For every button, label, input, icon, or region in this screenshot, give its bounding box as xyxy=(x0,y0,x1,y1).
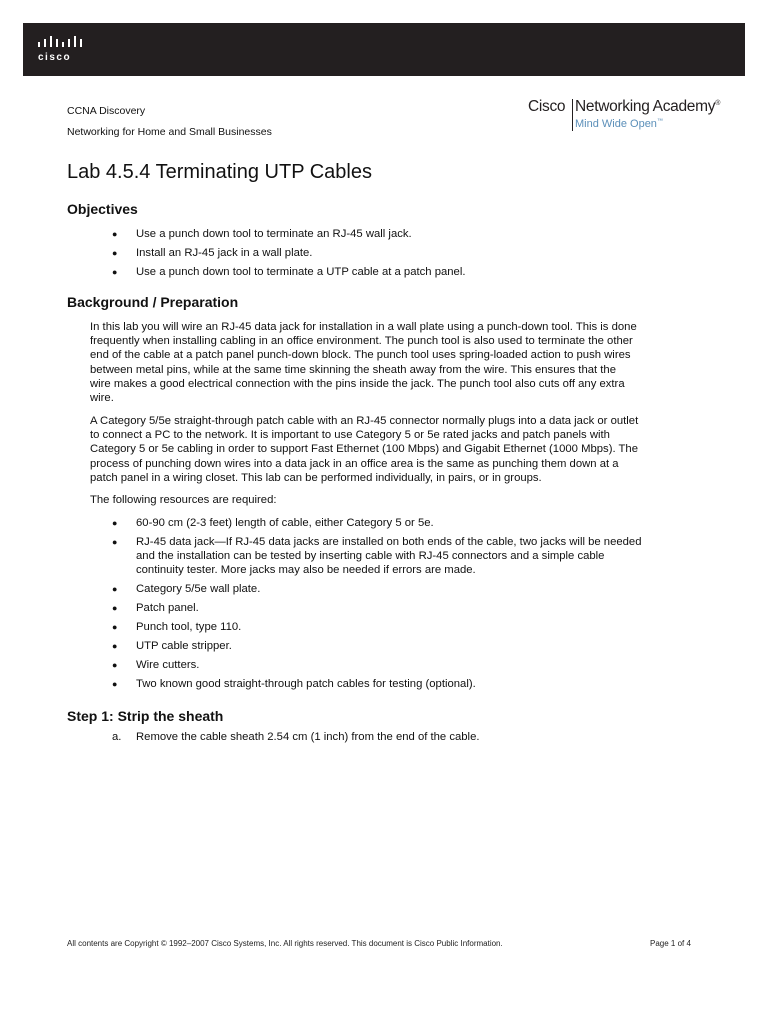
list-item: ● Punch tool, type 110. xyxy=(112,621,242,633)
step-marker: a. xyxy=(112,731,122,743)
list-item: ● Patch panel. xyxy=(112,602,199,614)
academy-name-text: Networking Academy® xyxy=(575,98,721,115)
list-item: ● Use a punch down tool to terminate an RJ-45 wall jack. xyxy=(112,228,412,240)
step1-item-a xyxy=(112,731,480,743)
list-item: ● RJ-45 data jack—If RJ-45 data jacks are installed on both ends of the cable, two jacks will be needed and the installation can be tested by inserting cable with RJ-45 connectors and a simple cable continuity tester. More jacks may also be needed if errors are made. xyxy=(112,536,642,576)
footer-page-number: Page 1 of 4 xyxy=(650,939,691,948)
course-name: CCNA Discovery xyxy=(67,105,146,117)
list-item: ● Install an RJ-45 jack in a wall plate. xyxy=(112,247,313,259)
step1-heading: Step 1: Strip the sheath xyxy=(67,708,224,724)
networking-academy-logo xyxy=(528,98,743,134)
list-item: ● 60-90 cm (2-3 feet) length of cable, either Category 5 or 5e. xyxy=(112,517,434,529)
list-item: ● Two known good straight-through patch cables for testing (optional). xyxy=(112,678,476,690)
list-item: ● UTP cable stripper. xyxy=(112,640,232,652)
list-item: ● Use a punch down tool to terminate a UTP cable at a patch panel. xyxy=(112,266,466,278)
cisco-logo-text: cisco xyxy=(38,52,72,63)
cisco-bars-icon xyxy=(37,35,87,49)
background-paragraph-1: In this lab you will wire an RJ-45 data jack for installation in a wall plate using a punch-down tool. This is done frequently when installing cabling in an office environment. The punch tool is also used to terminate the other end of the cable at a patch panel punch-down block. The punch tool uses spring-loaded action to push wires between metal pins, while at the same time skinning the sheath away from the wire. This ensures that the wire makes a good electrical connection with the pins inside the jack. The punch tool also cuts off any extra wire. xyxy=(90,321,637,405)
list-item: ● Category 5/5e wall plate. xyxy=(112,583,261,595)
objectives-heading: Objectives xyxy=(67,201,138,217)
objectives-list xyxy=(112,227,466,284)
step-text: Remove the cable sheath 2.54 cm (1 inch) from the end of the cable. xyxy=(136,731,480,743)
page-title: Lab 4.5.4 Terminating UTP Cables xyxy=(67,161,372,183)
list-item: ● Wire cutters. xyxy=(112,659,200,671)
cisco-logo xyxy=(37,35,87,65)
course-subtitle: Networking for Home and Small Businesses xyxy=(67,126,272,138)
academy-divider xyxy=(572,99,573,131)
background-paragraph-2: A Category 5/5e straight-through patch cable with an RJ-45 connector normally plugs into a data jack or outlet to connect a PC to the network. It is important to use Category 5 or 5e rated jacks and patch panels with Category 5 or 5e cabling in order to support Fast Ethernet (100 Mbps) and Gigabit Ethernet (1000 Mbps). The process of punching down wires into a data jack in an office area is the same as punching them down at a patch panel in a wiring closet. This lab can be performed individually, in pairs, or in groups. xyxy=(90,415,639,484)
resources-list xyxy=(112,516,642,696)
document-header xyxy=(67,101,272,143)
cisco-header-bar xyxy=(23,23,745,76)
academy-cisco-text: Cisco xyxy=(528,98,566,115)
academy-tagline: Mind Wide Open™ xyxy=(575,118,663,130)
footer-copyright: All contents are Copyright © 1992–2007 Cisco Systems, Inc. All rights reserved. This document is Cisco Public Information. xyxy=(67,939,503,948)
background-heading: Background / Preparation xyxy=(67,294,239,310)
resources-intro: The following resources are required: xyxy=(90,494,277,506)
